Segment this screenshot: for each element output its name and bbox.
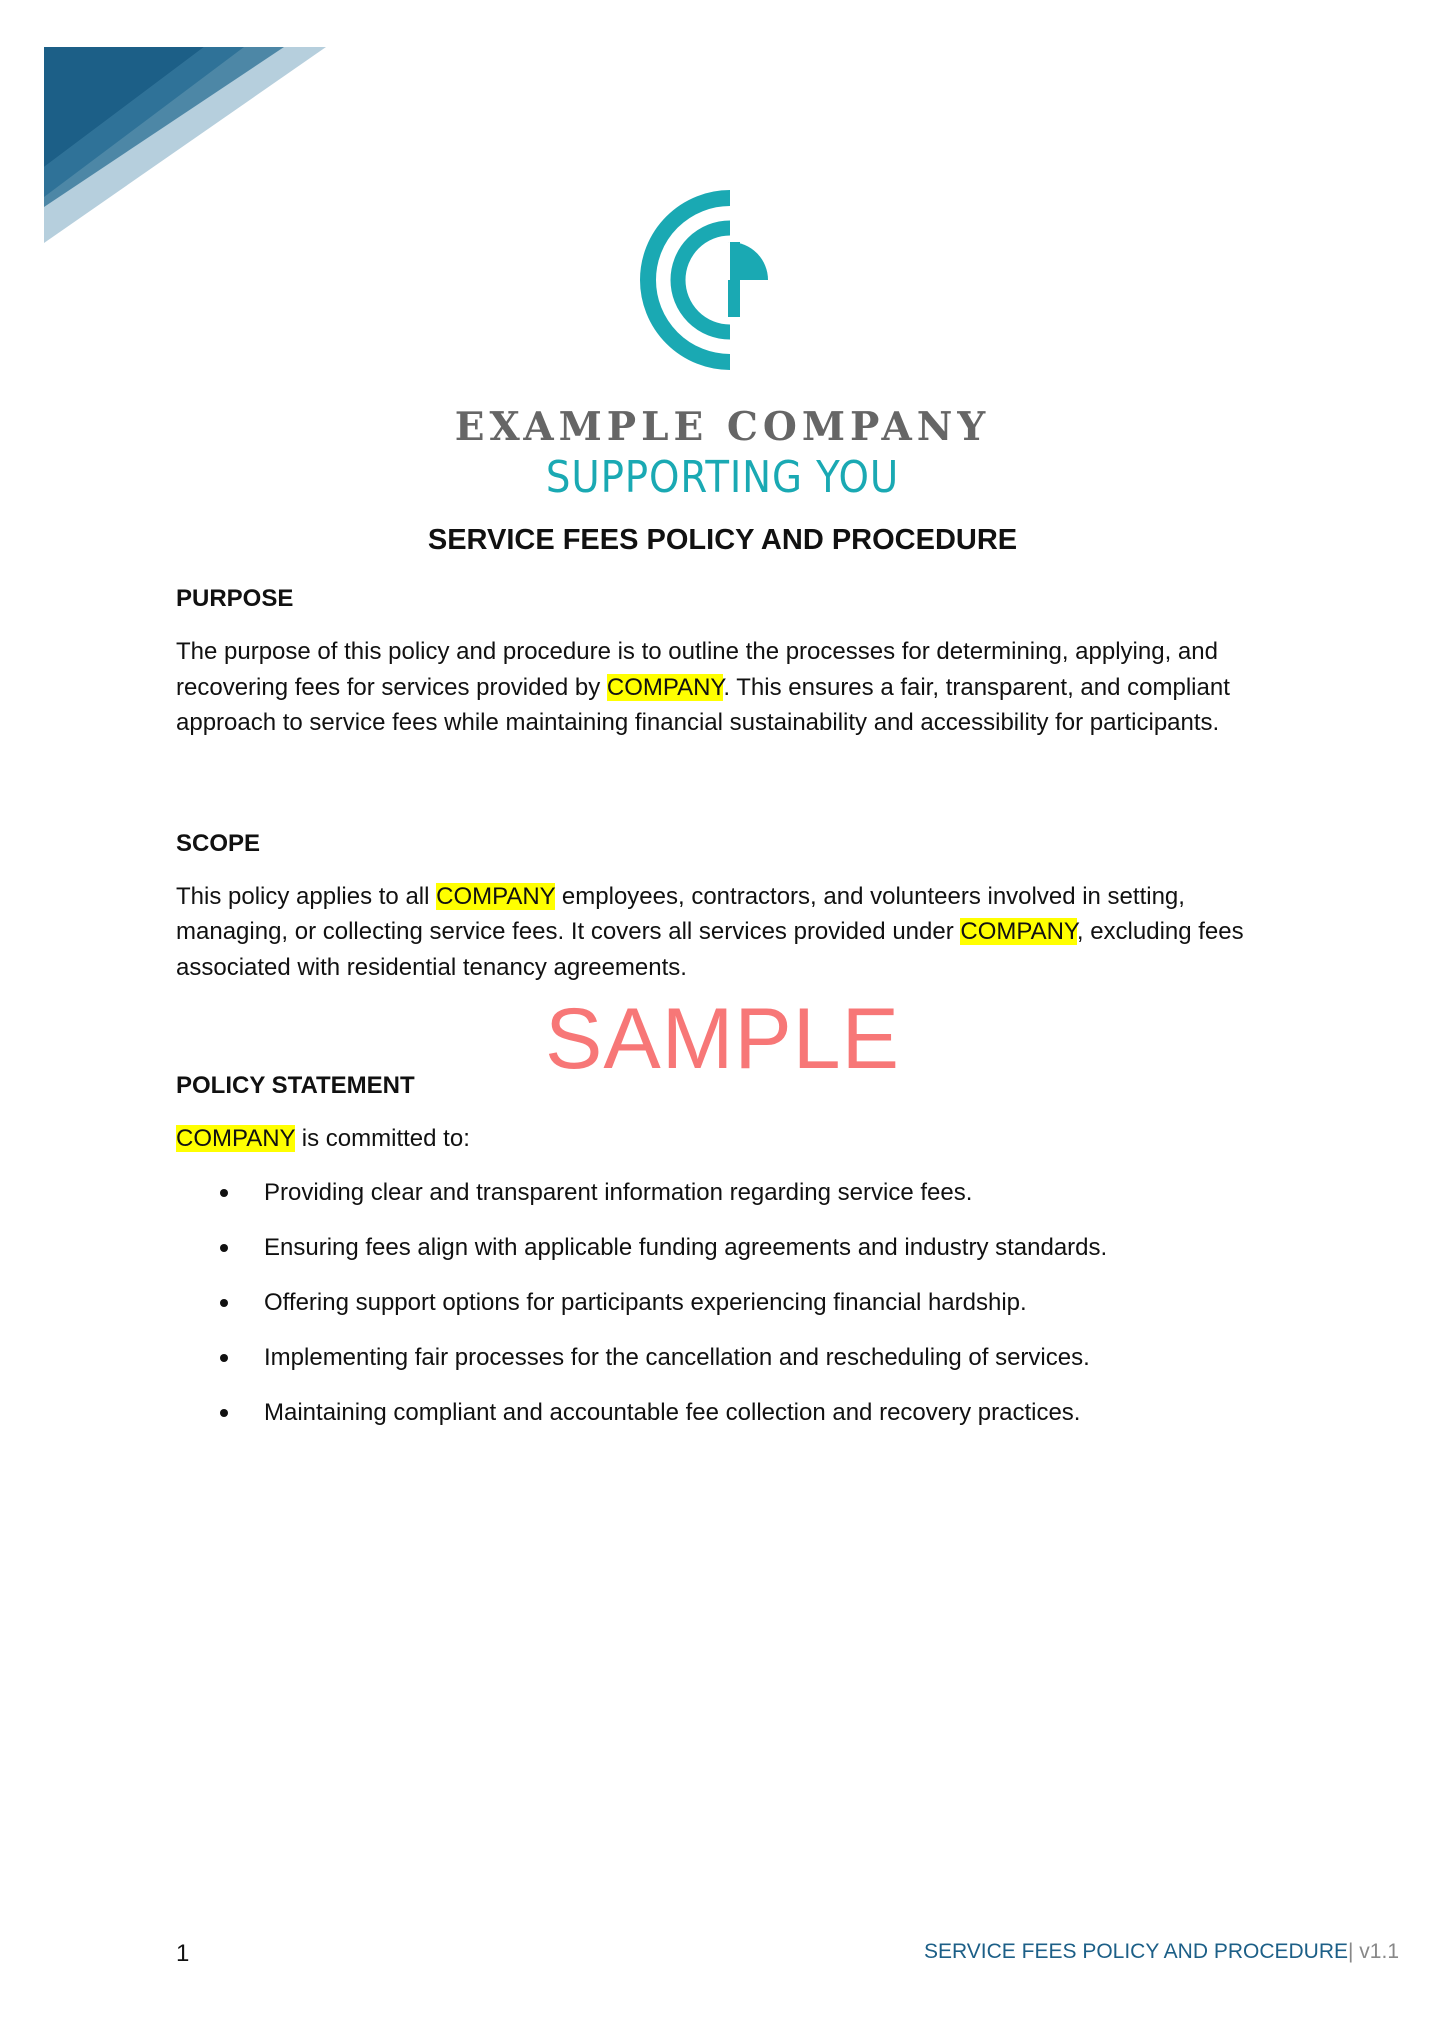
bullet-icon (220, 1354, 228, 1362)
concentric-arc-logo-icon (620, 170, 840, 390)
purpose-section (176, 582, 1276, 741)
bullet-icon (220, 1189, 228, 1197)
policy-statement-heading: POLICY STATEMENT (176, 1072, 415, 1099)
list-item (176, 1340, 1276, 1375)
list-item (176, 1285, 1276, 1320)
bullet-icon (220, 1409, 228, 1417)
list-item-text: Maintaining compliant and accountable fee collection and recovery practices. (264, 1398, 1081, 1426)
brand-tagline: SUPPORTING YOU (545, 452, 900, 503)
bullet-icon (220, 1244, 228, 1252)
scope-section (176, 827, 1276, 986)
list-item-text: Implementing fair processes for the cancellation and rescheduling of services. (264, 1343, 1090, 1371)
scope-text-middle: employees, contractors, and volunteers involved in setting, managing, or collecting service fees. It covers all services provided under (176, 882, 1185, 945)
list-item-text: Ensuring fees align with applicable funding agreements and industry standards. (264, 1233, 1108, 1261)
policy-intro-text: is committed to: (295, 1125, 470, 1152)
list-item (176, 1175, 1276, 1210)
document-title: SERVICE FEES POLICY AND PROCEDURE (427, 524, 1018, 556)
company-placeholder: COMPANY (436, 882, 556, 910)
company-placeholder: COMPANY (176, 1125, 296, 1152)
company-placeholder: COMPANY (960, 918, 1077, 945)
scope-heading: SCOPE (176, 829, 261, 857)
list-item (176, 1230, 1276, 1265)
purpose-heading: PURPOSE (176, 585, 294, 612)
policy-statement-intro (176, 1121, 1276, 1157)
bullet-icon (220, 1299, 228, 1307)
list-item (176, 1395, 1276, 1430)
purpose-paragraph (176, 634, 1276, 741)
company-placeholder: COMPANY (606, 673, 724, 701)
commitment-list (176, 1175, 1276, 1430)
scope-text-start: This policy applies to all (176, 882, 437, 910)
footer-document-title (924, 1940, 1399, 1964)
purpose-text-end: . This ensures a fair, transparent, and compliant approach to service fees while maintaining financial sustainability and accessibility for participants. (176, 673, 1230, 736)
brand-name: EXAMPLE COMPANY (454, 404, 991, 450)
footer-title-text: SERVICE FEES POLICY AND PROCEDURE (924, 1940, 1349, 1963)
page-number: 1 (176, 1940, 190, 1967)
purpose-text-start: The purpose of this policy and procedure is to outline the processes for determining, applying, and recovering fees for services provided by (176, 638, 1218, 701)
sample-watermark: SAMPLE (545, 991, 900, 1087)
list-item-text: Providing clear and transparent information regarding service fees. (264, 1178, 973, 1206)
list-item-text: Offering support options for participants experiencing financial hardship. (264, 1288, 1027, 1316)
policy-statement-section (176, 1069, 1276, 1430)
scope-text-end: , excluding fees associated with residential tenancy agreements. (176, 918, 1244, 981)
scope-paragraph (176, 879, 1276, 986)
footer-version: | v1.1 (1348, 1940, 1399, 1963)
corner-triangles-decoration (44, 47, 326, 243)
